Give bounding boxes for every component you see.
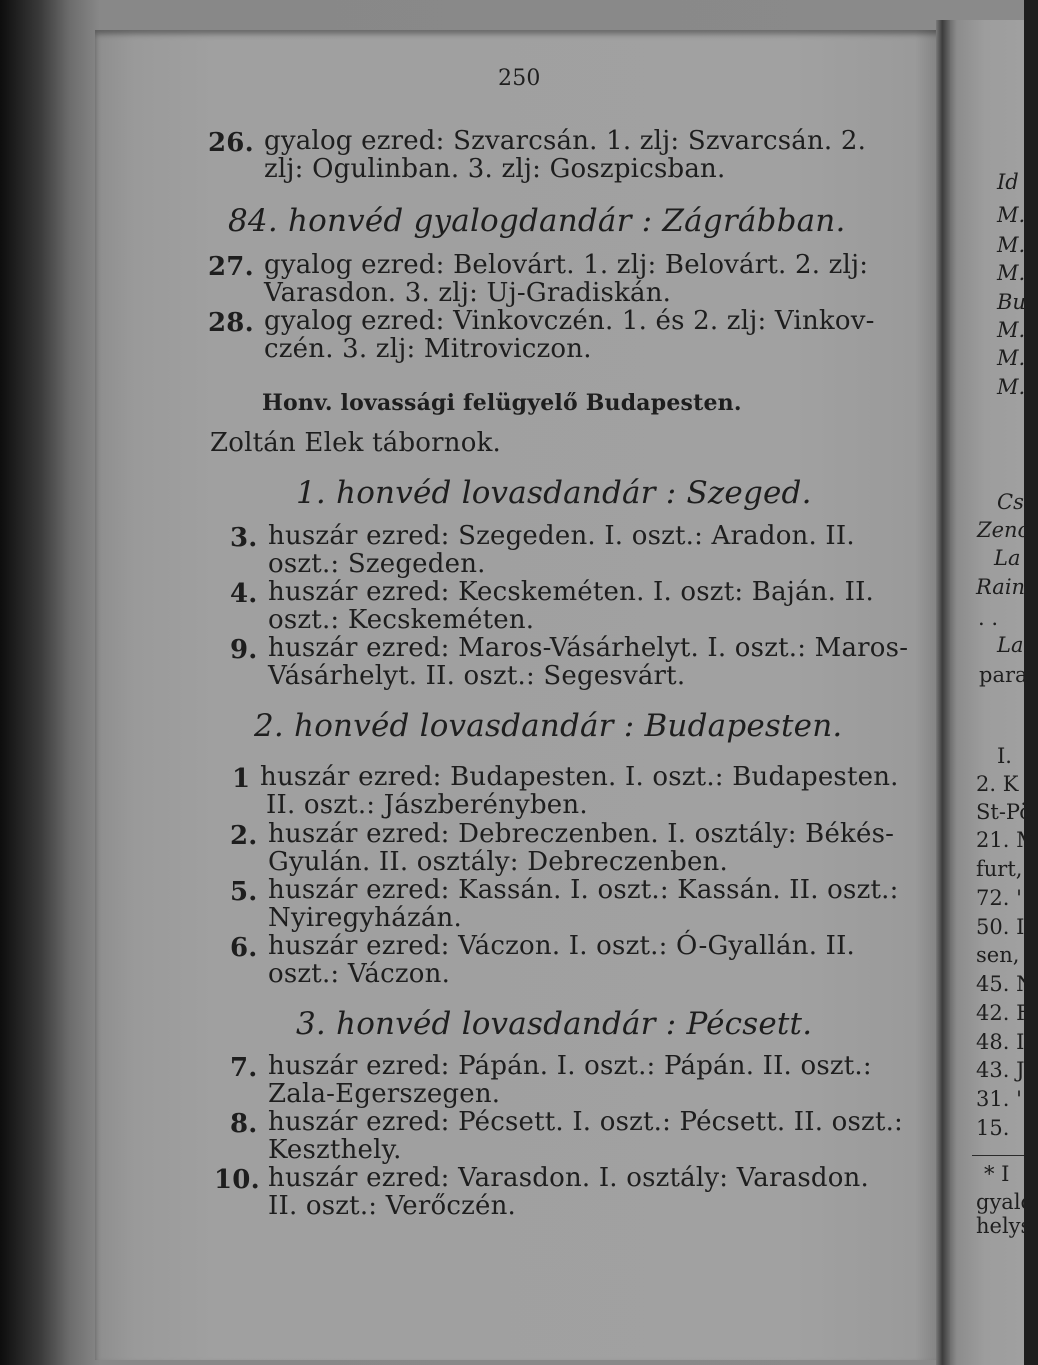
fragment-text: M. [997, 318, 1026, 342]
facing-page-fragments [972, 0, 1038, 1365]
page-gutter [936, 20, 950, 1365]
fragment-text: 31. ' [976, 1087, 1022, 1111]
entry-line: zlj: Ogulinban. 3. zlj: Goszpicsban. [264, 154, 726, 184]
entry-number: 9. [230, 635, 258, 665]
commander-line: Zoltán Elek tábornok. [210, 428, 501, 458]
fragment-text: 72. ' [976, 886, 1022, 910]
fragment-text: Id [997, 170, 1019, 194]
entry-number: 8. [230, 1109, 258, 1139]
fragment-text: Zenó [977, 518, 1031, 542]
brigade-heading: 2. honvéd lovasdandár : Budapesten. [254, 708, 843, 744]
fragment-text: I. [997, 744, 1012, 768]
entry-line: huszár ezred: Szegeden. I. oszt.: Aradon. II. [268, 521, 855, 551]
entry-line: huszár ezred: Kecskeméten. I. oszt: Baján. II. [268, 577, 875, 607]
fragment-text: 43. J [976, 1058, 1025, 1082]
entry-line: Nyiregyházán. [268, 903, 462, 933]
entry-number: 27. [208, 252, 254, 282]
entry-line: huszár ezred: Váczon. I. oszt.: Ó-Gyallán. II. [268, 931, 856, 961]
entry-number: 4. [230, 579, 258, 609]
entry-line: Varasdon. 3. zlj: Uj-Gradiskán. [264, 278, 672, 308]
entry-line: II. oszt.: Jászberényben. [266, 790, 588, 820]
fragment-text: Rain [976, 575, 1026, 599]
entry-line: huszár ezred: Debreczenben. I. osztály: Békés- [268, 819, 895, 849]
entry-line: huszár ezred: Maros-Vásárhelyt. I. oszt.: Maros- [268, 633, 909, 663]
page-number: 250 [498, 66, 541, 91]
entry-line: oszt.: Szegeden. [268, 549, 486, 579]
entry-line: huszár ezred: Pápán. I. oszt.: Pápán. II. oszt.: [268, 1051, 872, 1081]
entry-number: 2. [230, 821, 258, 851]
entry-line: gyalog ezred: Vinkovczén. 1. és 2. zlj: Vinkov- [264, 306, 875, 336]
fragment-text: . . [978, 606, 999, 630]
fragment-text: gyalo [976, 1190, 1034, 1214]
fragment-text: para [979, 663, 1028, 687]
brigade-heading: 3. honvéd lovasdandár : Pécsett. [296, 1006, 813, 1042]
fragment-text: Bu [997, 290, 1026, 314]
entry-line: Vásárhelyt. II. oszt.: Segesvárt. [268, 661, 686, 691]
entry-number: 7. [230, 1053, 258, 1083]
entry-line: II. oszt.: Verőczén. [268, 1191, 517, 1221]
entry-line: huszár ezred: Budapesten. I. oszt.: Budapesten. [260, 762, 899, 792]
fragment-text: 42. F [976, 1001, 1031, 1025]
brigade-heading: 1. honvéd lovasdandár : Szeged. [296, 475, 812, 511]
fragment-text: La [997, 633, 1024, 657]
entry-line: Gyulán. II. osztály: Debreczenben. [268, 847, 728, 877]
entry-line: huszár ezred: Pécsett. I. oszt.: Pécsett. II. oszt.: [268, 1107, 904, 1137]
fragment-text: M. [997, 203, 1026, 227]
footnote-rule [972, 1155, 1024, 1156]
fragment-text: 21. M [976, 828, 1038, 852]
brigade-heading: 84. honvéd gyalogdandár : Zágrábban. [228, 203, 846, 239]
entry-number: 5. [230, 877, 258, 907]
fragment-text: M. [997, 261, 1026, 285]
fragment-text: helys [976, 1214, 1032, 1238]
entry-number: 26. [208, 128, 254, 158]
fragment-text: * I [984, 1162, 1010, 1186]
fragment-text: M. [997, 233, 1026, 257]
entry-line: huszár ezred: Kassán. I. oszt.: Kassán. II. oszt.: [268, 875, 899, 905]
fragment-text: St-Pö [976, 800, 1032, 824]
entry-number: 3. [230, 523, 258, 553]
entry-line: oszt.: Váczon. [268, 959, 451, 989]
entry-line: huszár ezred: Varasdon. I. osztály: Varasdon. [268, 1163, 869, 1193]
fragment-text: M. [997, 346, 1026, 370]
fragment-text: 45. N [976, 972, 1035, 996]
fragment-text: sen, [976, 943, 1020, 967]
section-heading: Honv. lovassági felügyelő Budapesten. [262, 390, 742, 416]
entry-line: gyalog ezred: Szvarcsán. 1. zlj: Szvarcsán. 2. [264, 126, 867, 156]
fragment-text: 48. I [976, 1030, 1025, 1054]
fragment-text: 15. [976, 1116, 1010, 1140]
fragment-text: M. [997, 375, 1026, 399]
fragment-text: 50. I [976, 915, 1025, 939]
entry-number: 10. [214, 1165, 260, 1195]
entry-line: Zala-Egerszegen. [268, 1079, 501, 1109]
entry-line: czén. 3. zlj: Mitroviczon. [264, 334, 592, 364]
entry-line: oszt.: Kecskeméten. [268, 605, 535, 635]
fragment-text: La [994, 546, 1021, 570]
fragment-text: furt, [976, 857, 1023, 881]
fragment-text: Cs. [997, 490, 1031, 514]
entry-line: gyalog ezred: Belovárt. 1. zlj: Belovárt. 2. zlj: [264, 250, 869, 280]
entry-number: 28. [208, 308, 254, 338]
entry-line: Keszthely. [268, 1135, 402, 1165]
fragment-text: 2. K [976, 772, 1019, 796]
entry-number: 6. [230, 933, 258, 963]
entry-number: 1 [232, 764, 251, 794]
